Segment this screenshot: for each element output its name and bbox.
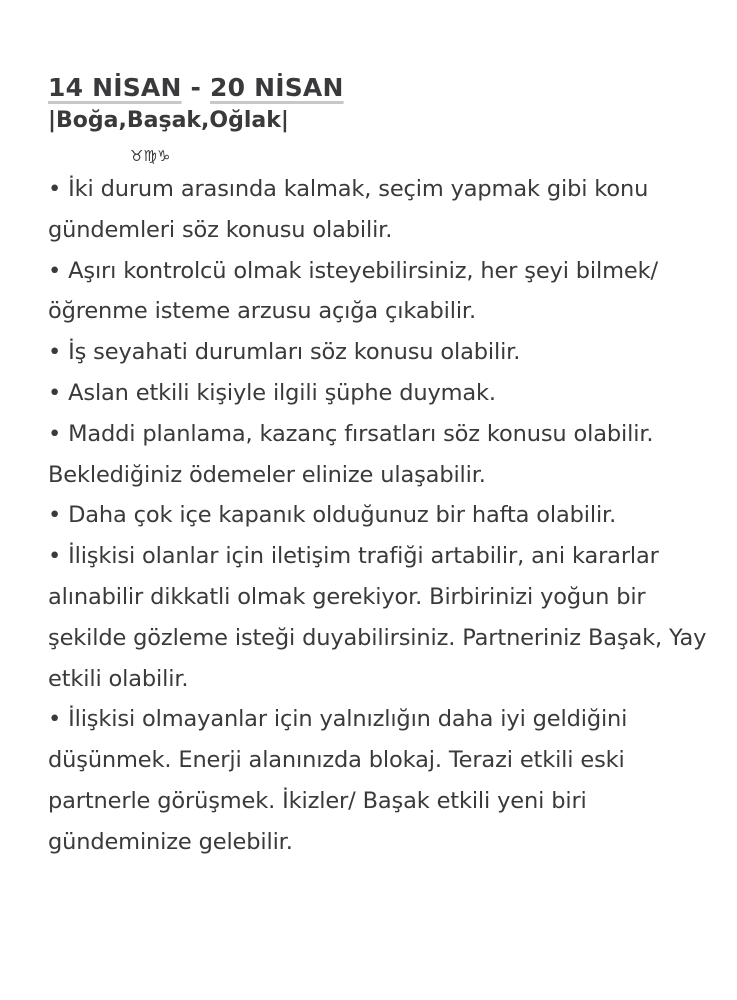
bullet-item: • Aslan etkili kişiyle ilgili şüphe duymak. [48, 379, 496, 406]
bullet-item: • İş seyahati durumları söz konusu olabilir. [48, 339, 521, 366]
bullet-item: • Maddi planlama, kazanç fırsatları söz konusu olabilir. Beklediğiniz ödemeler elinize ulaşabilir. [48, 420, 654, 488]
note-body [48, 70, 708, 863]
bullet-item: • Aşırı kontrolcü olmak isteyebilirsiniz, her şeyi bilmek/öğrenme isteme arzusu açığa çıkabilir. [48, 257, 658, 325]
zodiac-signs-line: |Boğa,Başak,Oğlak| [48, 108, 289, 133]
date-separator: - [181, 73, 210, 102]
bullet-item: • İlişkisi olanlar için iletişim trafiği artabilir, ani kararlar alınabilir dikkatli olmak gerekiyor. Birbirinizi yoğun bir şekilde gözleme isteği duyabilirsiniz. Partneriniz Başak, Yay etkili olabilir. [48, 543, 707, 692]
horoscope-bullet-list [48, 169, 708, 863]
date-range-title [48, 70, 708, 106]
date-start: 14 NİSAN [48, 73, 182, 102]
bullet-item: • Daha çok içe kapanık olduğunuz bir hafta olabilir. [48, 502, 617, 529]
date-end: 20 NİSAN [210, 73, 344, 102]
bullet-item: • İlişkisi olmayanlar için yalnızlığın daha iyi geldiğini düşünmek. Enerji alanınızda blokaj. Terazi etkili eski partnerle görüşmek. İkizler/ Başak etkili yeni biri gündeminize gelebilir. [48, 706, 628, 855]
zodiac-symbols-icon: ♉︎♍︎♑︎ [130, 147, 171, 165]
bullet-item: • İki durum arasında kalmak, seçim yapmak gibi konu gündemleri söz konusu olabilir. [48, 176, 649, 243]
